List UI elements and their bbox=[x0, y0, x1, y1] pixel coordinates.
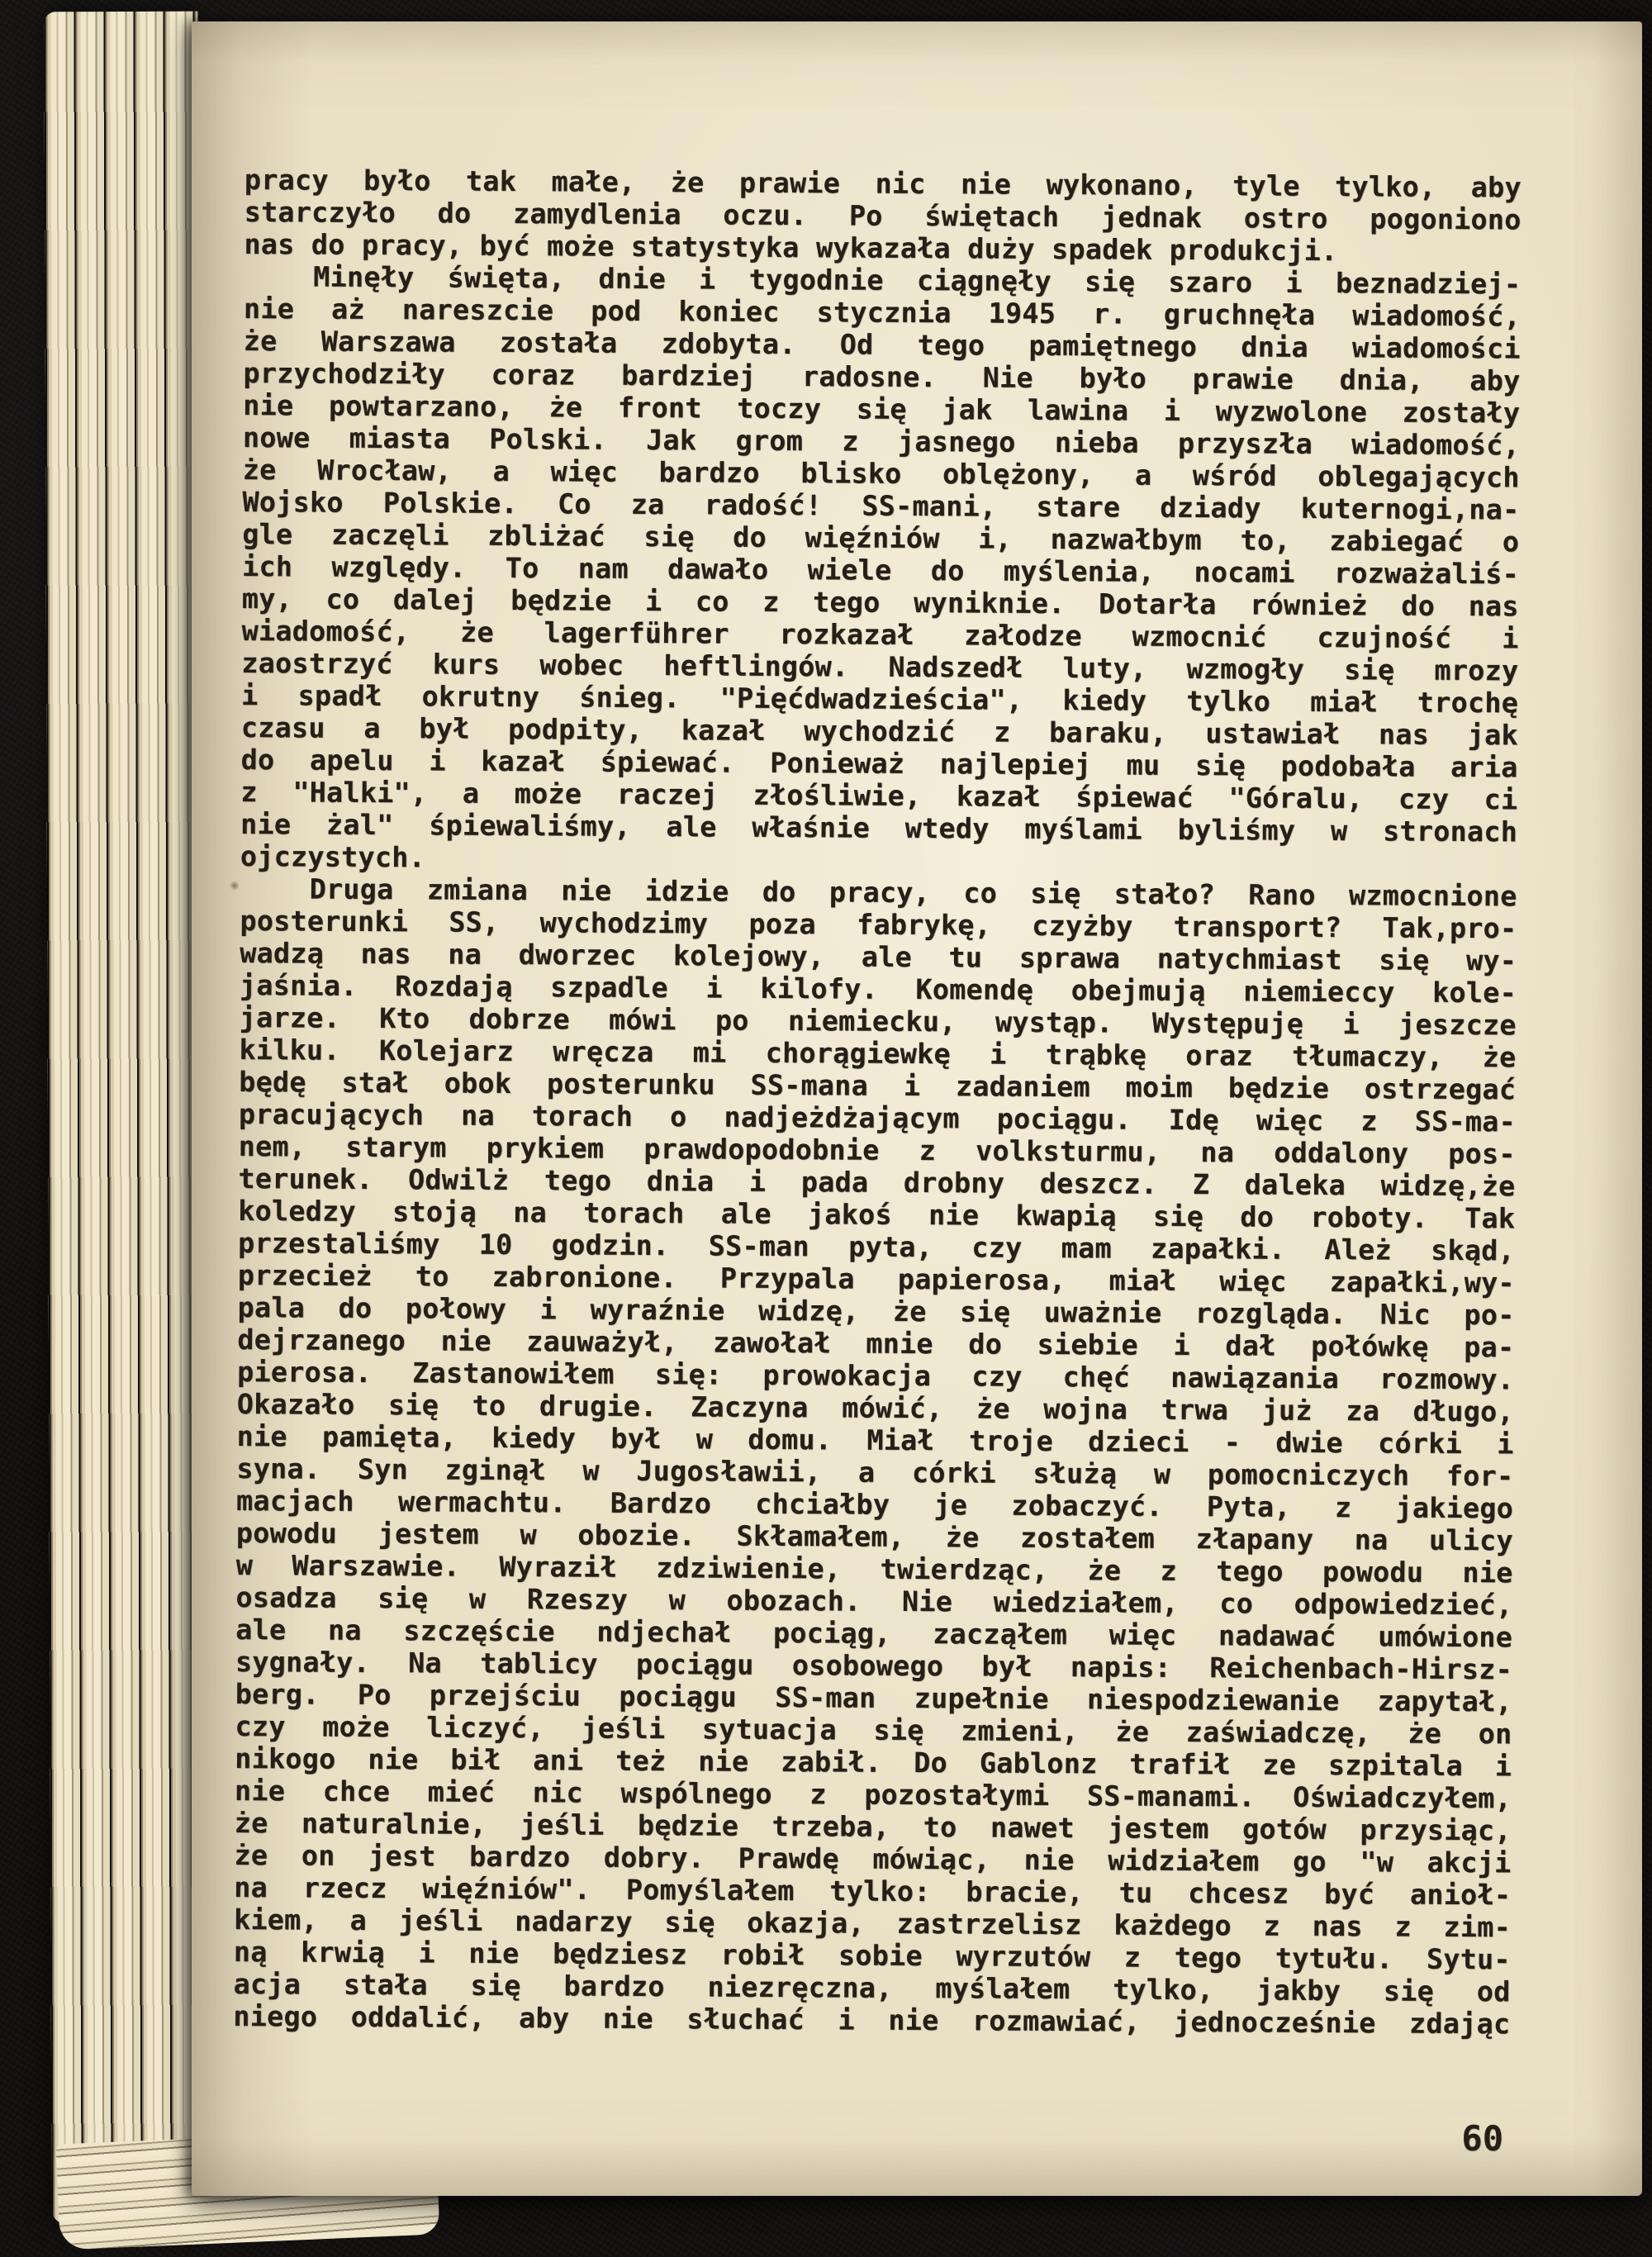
text-line: pracy było tak małe, że prawie nic nie wykonano, tyle tylko, aby bbox=[244, 164, 1521, 204]
text-line: powodu jestem w obozie. Skłamałem, że zostałem złapany na ulicy bbox=[235, 1516, 1513, 1557]
text-line: ną krwią i nie będziesz robił sobie wyrzutów z tego tytułu. Sytu- bbox=[233, 1935, 1511, 1976]
text-line: posterunki SS, wychodzimy poza fabrykę, czyżby transport? Tak,pro- bbox=[240, 904, 1517, 945]
text-line: będę stał obok posterunku SS-mana i zadaniem moim będzie ostrzegać bbox=[239, 1065, 1517, 1106]
page-text bbox=[233, 164, 1521, 2040]
text-line: terunek. Odwilż tego dnia i pada drobny deszcz. Z daleka widzę,że bbox=[238, 1162, 1516, 1203]
text-line: nie żal" śpiewaliśmy, ale właśnie wtedy myślami byliśmy w stronach bbox=[240, 807, 1518, 848]
text-line: ich względy. To nam dawało wiele do myślenia, nocami rozważaliś- bbox=[241, 549, 1520, 591]
page-stack-edges-left bbox=[44, 12, 205, 2225]
text-line: Wojsko Polskie. Co za radość! SS-mani, stare dziady kuternogi,na- bbox=[242, 485, 1520, 526]
text-line: gle zaczęli zbliżać się do więźniów i, nazwałbym to, zabiegać o bbox=[242, 517, 1520, 558]
text-line: że naturalnie, jeśli będzie trzeba, to nawet jestem gotów przysiąc, bbox=[234, 1806, 1512, 1847]
text-line: koledzy stoją na torach ale jakoś nie kwapią się do roboty. Tak bbox=[238, 1194, 1516, 1235]
text-line: Okazało się to drugie. Zaczyna mówić, że wojna trwa już za długo, bbox=[236, 1387, 1514, 1428]
text-line: nas do pracy, być może statystyka wykazała duży spadek produkcji. bbox=[244, 227, 1338, 268]
text-line: jarze. Kto dobrze mówi po niemiecku, wystąp. Występuję i jeszcze bbox=[239, 1000, 1517, 1042]
text-line: acja stała się bardzo niezręczna, myślałem tylko, jakby się od bbox=[233, 1967, 1511, 2008]
text-line: sygnały. Na tablicy pociągu osobowego był napis: Reichenbach-Hirsz- bbox=[235, 1645, 1513, 1686]
text-line: przestaliśmy 10 godzin. SS-man pyta, czy mam zapałki. Ależ skąd, bbox=[237, 1226, 1516, 1267]
text-line: pracujących na torach o nadjeżdżającym pociągu. Idę więc z SS-ma- bbox=[238, 1097, 1517, 1138]
text-line: ojczystych. bbox=[240, 839, 426, 874]
text-line: my, co dalej będzie i co z tego wyniknie. Dotarła również do nas bbox=[241, 582, 1519, 623]
text-line: wiadomość, że lagerführer rozkazał załodze wzmocnić czujność i bbox=[241, 614, 1519, 655]
text-line: macjach wermachtu. Bardzo chciałby je zobaczyć. Pyta, z jakiego bbox=[235, 1484, 1514, 1525]
text-line: niego oddalić, aby nie słuchać i nie rozmawiać, jednocześnie zdając bbox=[233, 1999, 1511, 2041]
text-line: czy może liczyć, jeśli sytuacja się zmieni, że zaświadczę, że on bbox=[235, 1709, 1512, 1751]
text-line: przychodziły coraz bardziej radosne. Nie było prawie dnia, aby bbox=[243, 356, 1521, 397]
page-number: 60 bbox=[1461, 2118, 1503, 2159]
text-line: wadzą nas na dworzec kolejowy, ale tu sprawa natychmiast się wy- bbox=[240, 936, 1517, 977]
text-line: osadza się w Rzeszy w obozach. Nie wiedziałem, co odpowiedzieć, bbox=[235, 1580, 1513, 1622]
text-line: nie pamięta, kiedy był w domu. Miał troje dzieci - dwie córki i bbox=[236, 1419, 1514, 1461]
text-line: jaśnia. Rozdają szpadle i kilofy. Komendę obejmują niemieccy kole- bbox=[239, 968, 1517, 1010]
text-line: że Wrocław, a więc bardzo blisko oblężony, a wśród oblegających bbox=[242, 453, 1520, 494]
text-line: nie chce mieć nic wspólnego z pozostałymi SS-manami. Oświadczyłem, bbox=[234, 1774, 1512, 1815]
text-line: pala do połowy i wyraźnie widzę, że się uważnie rozgląda. Nic po- bbox=[237, 1290, 1515, 1332]
text-line: kilku. Kolejarz wręcza mi chorągiewkę i trąbkę oraz tłumaczy, że bbox=[239, 1033, 1517, 1074]
text-line: przecież to zabronione. Przypala papierosa, miał więc zapałki,wy- bbox=[237, 1258, 1515, 1300]
text-line: berg. Po przejściu pociągu SS-man zupełnie niespodziewanie zapytał, bbox=[235, 1677, 1512, 1718]
text-line: nowe miasta Polski. Jak grom z jasnego nieba przyszła wiadomość, bbox=[242, 421, 1521, 462]
text-line: z "Halki", a może raczej złośliwie, kazał śpiewać "Góralu, czy ci bbox=[240, 775, 1518, 816]
book-page bbox=[192, 21, 1642, 2196]
text-line: czasu a był podpity, kazał wychodzić z baraku, ustawiał nas jak bbox=[240, 710, 1518, 752]
text-line: Druga zmiana nie idzie do pracy, co się stało? Rano wzmocnione bbox=[309, 872, 1517, 913]
text-line: Minęły święta, dnie i tygodnie ciągnęły się szaro i beznadziej- bbox=[313, 260, 1521, 301]
text-line: pierosa. Zastanowiłem się: prowokacja czy chęć nawiązania rozmowy. bbox=[236, 1355, 1515, 1396]
text-line: syna. Syn zginął w Jugosławii, a córki służą w pomocniczych for- bbox=[236, 1452, 1514, 1493]
text-line: zaostrzyć kurs wobec heftlingów. Nadszedł luty, wzmogły się mrozy bbox=[241, 646, 1519, 687]
text-line: nie powtarzano, że front toczy się jak lawina i wyzwolone zostały bbox=[243, 388, 1521, 430]
text-line: i spadł okrutny śnieg. "Pięćdwadzieścia", kiedy tylko miał trochę bbox=[240, 678, 1519, 720]
text-line: że on jest bardzo dobry. Prawdę mówiąc, nie widziałem go "w akcji bbox=[234, 1838, 1512, 1879]
text-line: ale na szczęście ndjechał pociąg, zacząłem więc nadawać umówione bbox=[235, 1613, 1513, 1654]
text-line: nikogo nie bił ani też nie zabił. Do Gablonz trafił ze szpitala i bbox=[235, 1741, 1512, 1783]
text-line: nie aż nareszcie pod koniec stycznia 1945 r. gruchnęła wiadomość, bbox=[243, 292, 1521, 333]
text-line: dejrzanego nie zauważył, zawołał mnie do siebie i dał połówkę pa- bbox=[237, 1323, 1515, 1364]
text-line: że Warszawa została zdobyta. Od tego pamiętnego dnia wiadomości bbox=[243, 324, 1521, 365]
text-line: kiem, a jeśli nadarzy się okazja, zastrzelisz każdego z nas z zim- bbox=[233, 1903, 1512, 1944]
text-line: starczyło do zamydlenia oczu. Po świętach jednak ostro pogoniono bbox=[244, 195, 1521, 236]
text-line: nem, starym prykiem prawdopodobnie z volksturmu, na oddalony pos- bbox=[238, 1129, 1516, 1171]
text-line: do apelu i kazał śpiewać. Ponieważ najlepiej mu się podobała aria bbox=[240, 743, 1518, 784]
text-line: w Warszawie. Wyraził zdziwienie, twierdząc, że z tego powodu nie bbox=[235, 1548, 1513, 1589]
text-line: na rzecz więźniów". Pomyślałem tylko: bracie, tu chcesz być anioł- bbox=[234, 1870, 1512, 1912]
